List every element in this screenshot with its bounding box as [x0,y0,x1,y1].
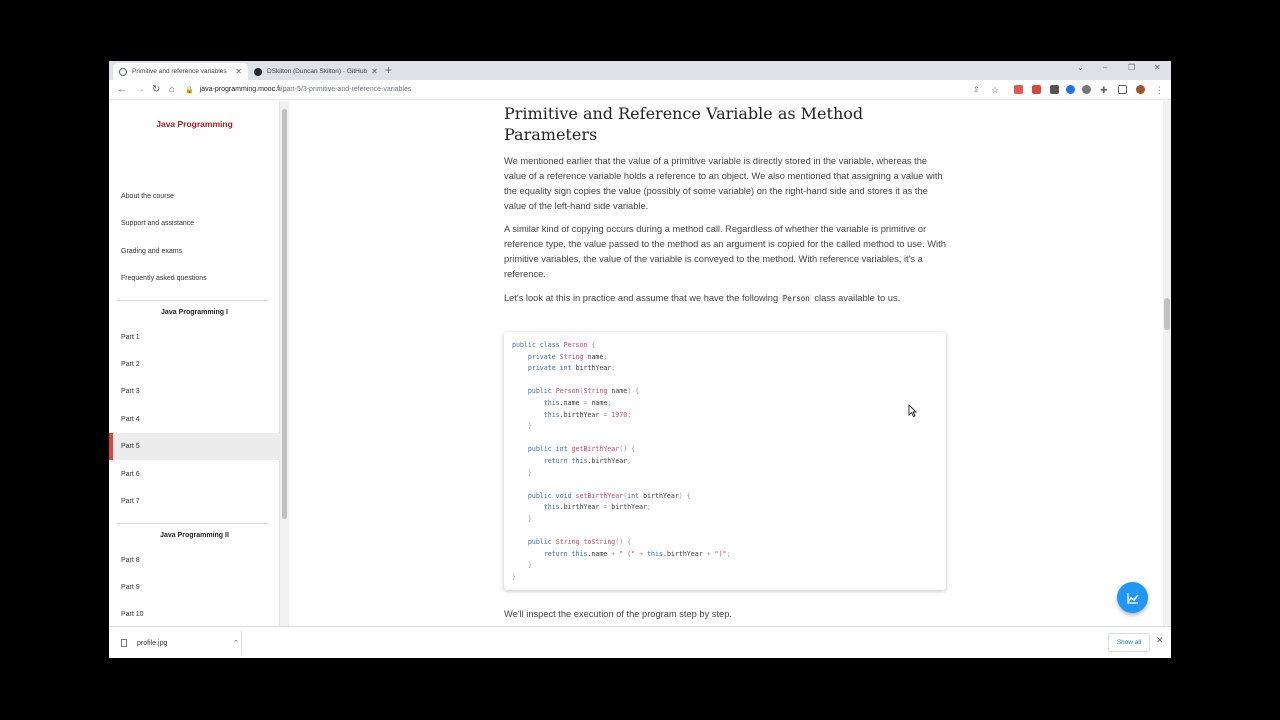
download-divider [241,631,242,655]
tab-github[interactable]: DSkilton (Duncan Skilton) · GitHub ✕ [248,63,379,80]
paragraph-2: A similar kind of copying occurs during a method call. Regardless of whether the variable is primitive or reference type, the value passed to the method as an argument is copied for the called method to use. With primitive variables, the value of the variable is conveyed to the method. With reference variables, it's a reference. [504,224,946,279]
sidebar-item-support[interactable]: Support and assistance [121,220,195,227]
menu-kebab-icon[interactable]: ⋮ [1155,85,1164,95]
lock-icon[interactable]: 🔒 [185,86,194,94]
section-heading-java-2: Java Programming II [160,532,229,539]
back-button[interactable]: ← [117,84,127,95]
extension-icon[interactable] [1032,85,1041,94]
sidebar-scrollbar[interactable] [280,101,289,626]
course-sidebar [109,101,280,626]
home-button[interactable]: ⌂ [169,84,176,95]
sidebar-item-part-3[interactable]: Part 3 [121,388,140,395]
address-bar[interactable]: 🔒 java-programming.mooc.fi /part-5/3-primitive-and-reference-variables [185,86,412,94]
new-tab-button[interactable]: + [385,63,393,77]
sidebar-item-part-5[interactable]: Part 5 [109,433,280,460]
sidebar-item-part-1[interactable]: Part 1 [121,334,140,341]
extensions-puzzle-icon[interactable]: ✚ [1100,85,1108,95]
bookmark-star-icon[interactable]: ☆ [991,85,1000,95]
minimize-button[interactable]: – [1103,63,1108,72]
tab-search-icon[interactable]: ⌄ [1077,63,1084,72]
chevron-up-icon[interactable]: ⌃ [233,640,239,647]
main-content [289,101,1163,626]
file-icon [121,639,127,647]
browser-window [109,61,1171,658]
close-download-bar-button[interactable]: ✕ [1156,635,1164,645]
close-tab-icon[interactable]: ✕ [235,67,242,76]
extension-icon[interactable] [1066,85,1075,94]
tab-strip [109,61,1171,80]
sidebar-item-faq[interactable]: Frequently asked questions [121,275,207,282]
extension-icon[interactable] [1050,85,1059,94]
code-block[interactable] [504,332,946,590]
inline-code: Person [782,294,810,303]
sidebar-item-part-8[interactable]: Part 8 [121,557,140,564]
sidebar-scroll-thumb[interactable] [282,109,287,519]
sidebar-item-part-10[interactable]: Part 10 [121,611,144,618]
download-item[interactable]: profile.jpg ⌃ [117,633,239,653]
share-icon[interactable]: ⇪ [973,85,980,94]
forward-button[interactable]: → [135,84,145,95]
sidebar-item-part-4[interactable]: Part 4 [121,416,140,423]
sidebar-item-part-7[interactable]: Part 7 [121,498,140,505]
avatar[interactable] [1136,85,1145,94]
sidebar-item-grading[interactable]: Grading and exams [121,248,183,255]
main-scroll-thumb[interactable] [1164,298,1170,330]
extension-icon[interactable] [1082,85,1091,94]
sidebar-item-about[interactable]: About the course [121,193,174,200]
sidebar-item-part-6[interactable]: Part 6 [121,471,140,478]
show-all-button[interactable]: Show all [1108,633,1150,652]
reload-button[interactable]: ↻ [152,84,161,95]
close-tab-icon[interactable]: ✕ [371,67,378,76]
extension-icon[interactable] [1014,85,1023,94]
paragraph-1: We mentioned earlier that the value of a primitive variable is directly stored in the variable, whereas the value of a reference variable holds a reference to an object. We also mentioned that assigning a value with the equality sign copies the value (possibly of some variable) on the right-hand side and stores it as the value of the left-hand side variable. [504,156,943,211]
download-bar [109,626,1171,658]
page-title: Primitive and Reference Variable as Method Parameters [504,104,864,144]
close-window-button[interactable]: ✕ [1154,63,1161,72]
sidebar-divider [117,300,269,301]
tab-primitive-reference[interactable]: Primitive and reference variables ✕ [113,63,248,80]
paragraph-4: We'll inspect the execution of the program step by step. [504,609,732,619]
globe-icon [119,68,127,76]
mouse-cursor-icon [909,405,917,417]
side-panel-icon[interactable] [1118,85,1127,94]
chart-icon [1126,591,1140,605]
sidebar-title[interactable]: Java Programming [156,119,233,129]
navigation-bar [109,80,1171,100]
section-heading-java-1: Java Programming I [161,309,228,316]
restore-button[interactable]: ❐ [1128,63,1136,72]
main-scrollbar[interactable] [1163,101,1171,626]
sidebar-item-part-2[interactable]: Part 2 [121,361,140,368]
sidebar-item-part-9[interactable]: Part 9 [121,584,140,591]
code-listing: public class Person { private String name; private int birthYear; public Person(String name) { this.name = name; this.birthYear = 1970; } public int getBirthYear() { return this.birthYear; } public void setBirthYear(int birthYear) { this.birthYear = birthYear; } public String toString() { return this.name + " (" + this.birthYear + ")"; } } [512,341,731,581]
sidebar-divider [117,523,269,524]
github-icon [254,68,262,76]
paragraph-3: Let's look at this in practice and assume that we have the following Person class available to us. [504,293,901,303]
progress-chart-button[interactable] [1117,582,1148,613]
